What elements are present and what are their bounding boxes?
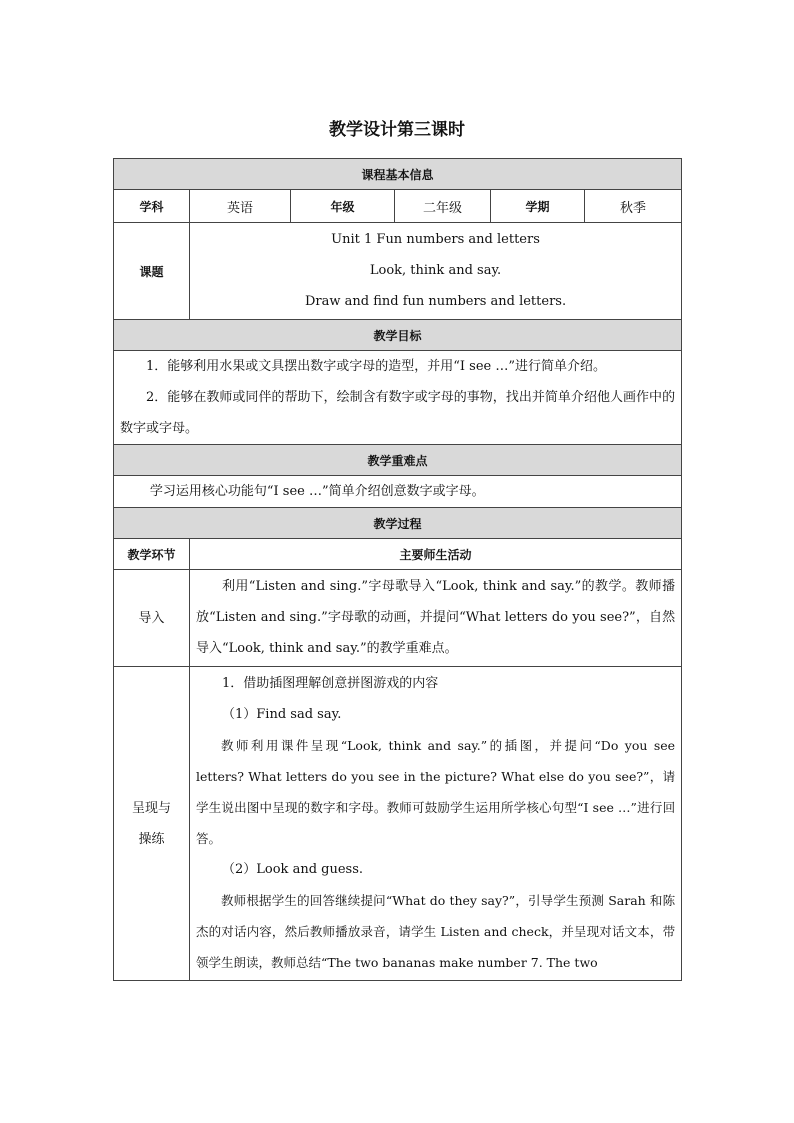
lesson-plan-table <box>113 158 682 981</box>
activity-presentation <box>190 667 682 981</box>
key-points-row <box>114 476 682 508</box>
objective-item: 1．能够利用水果或文具摆出数字或字母的造型，并用“I see …”进行简单介绍。 <box>146 359 607 374</box>
objective-item: 2．能够在教师或同伴的帮助下，绘制含有数字或字母的事物，找出并简单介绍他人画作中的数字或字母。 <box>120 390 676 436</box>
topic-row <box>114 223 682 320</box>
topic-line-activity: Draw and find fun numbers and letters. <box>304 294 567 309</box>
activity-paragraph: 教师根据学生的回答继续提问“What do they say?”，引导学生预测 Sarah 和陈杰的对话内容，然后教师播放录音，请学生 Listen and check，并呈现对话文本，带领学生朗读，教师总结“The two bananas make number 7. The two <box>196 893 676 970</box>
activity-intro <box>190 570 682 667</box>
term-label: 学期 <box>491 190 585 223</box>
grade-label: 年级 <box>291 190 395 223</box>
activity-paragraph: （1）Find sad say. <box>222 707 342 722</box>
basic-info-row <box>114 190 682 223</box>
objectives-header: 教学目标 <box>114 320 682 351</box>
term-value: 秋季 <box>585 190 682 223</box>
key-points-cell <box>114 476 682 508</box>
page-title: 教学设计第三课时 <box>329 120 465 140</box>
key-points-text: 学习运用核心功能句“I see …”简单介绍创意数字或字母。 <box>149 484 485 499</box>
stage-column-header: 教学环节 <box>114 539 190 570</box>
stage-presentation <box>114 667 190 981</box>
stage-presentation-line2: 操练 <box>138 831 165 847</box>
subject-value: 英语 <box>190 190 291 223</box>
activity-paragraph: 利用“Listen and sing.”字母歌导入“Look, think and say.”的教学。教师播放“Listen and sing.”字母歌的动画，并提问“What letters do you see?”，自然导入“Look, think and say.”的教学重难点。 <box>196 579 676 656</box>
process-column-headers <box>114 539 682 570</box>
process-row-intro <box>114 570 682 667</box>
grade-value: 二年级 <box>395 190 491 223</box>
activity-column-header: 主要师生活动 <box>190 539 682 570</box>
topic-label: 课题 <box>114 223 190 320</box>
basic-info-header: 课程基本信息 <box>114 159 682 190</box>
topic-line-section: Look, think and say. <box>369 263 502 278</box>
key-points-header: 教学重难点 <box>114 445 682 476</box>
process-header: 教学过程 <box>114 508 682 539</box>
stage-presentation-line1: 呈现与 <box>131 800 171 816</box>
activity-paragraph: 1．借助插图理解创意拼图游戏的内容 <box>222 676 439 691</box>
objectives-row <box>114 351 682 445</box>
activity-paragraph: （2）Look and guess. <box>222 862 364 877</box>
process-row-presentation <box>114 667 682 981</box>
objectives-cell <box>114 351 682 445</box>
topic-cell <box>190 223 682 320</box>
activity-paragraph: 教师利用课件呈现“Look, think and say.”的插图，并提问“Do you see letters? What letters do you see in the picture? What else do you see?”，请学生说出图中呈现的数字和字母。教师可鼓励学生运用所学核心句型“I see …”进行回答。 <box>196 738 676 846</box>
subject-label: 学科 <box>114 190 190 223</box>
topic-line-unit: Unit 1 Fun numbers and letters <box>331 232 540 247</box>
stage-intro: 导入 <box>114 570 190 667</box>
